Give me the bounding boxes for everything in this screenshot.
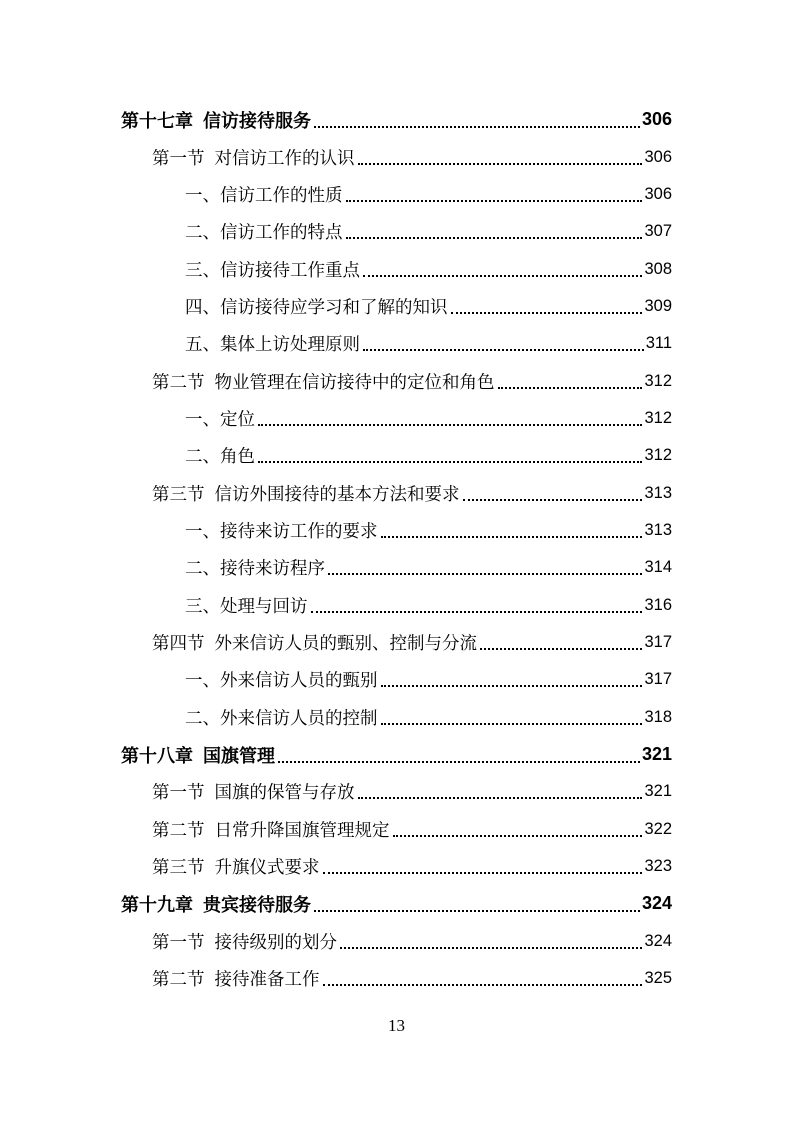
toc-entry-label — [121, 107, 314, 133]
toc-entry-page: 312 — [644, 408, 672, 427]
toc-entry-label — [185, 593, 311, 618]
toc-entry-title: 外来信访人员的甄别 — [220, 671, 378, 692]
toc-entry-page: 313 — [644, 520, 672, 539]
dot-leader — [258, 423, 642, 426]
dot-leader — [451, 311, 643, 314]
toc-entry[interactable] — [0, 250, 793, 287]
toc-entry-number: 第三节 — [152, 484, 205, 505]
toc-entry-label — [185, 294, 451, 319]
toc-entry-page: 313 — [644, 483, 672, 502]
toc-entry[interactable] — [0, 773, 793, 810]
toc-entry-title: 贵宾接待服务 — [203, 894, 311, 916]
dot-leader — [363, 274, 642, 277]
toc-entry[interactable] — [0, 512, 793, 549]
toc-entry-label — [152, 817, 393, 842]
dot-leader — [311, 610, 643, 613]
toc-entry-page: 306 — [644, 147, 672, 166]
toc-entry-page: 317 — [644, 632, 672, 651]
dot-leader — [381, 535, 643, 538]
toc-entry-page: 316 — [644, 595, 672, 614]
toc-entry-title: 信访接待工作重点 — [220, 260, 360, 281]
toc-entry-title: 国旗的保管与存放 — [214, 783, 355, 804]
toc-entry[interactable] — [0, 549, 793, 586]
toc-entry[interactable] — [0, 923, 793, 960]
toc-entry[interactable] — [0, 661, 793, 698]
toc-entry[interactable] — [0, 400, 793, 437]
toc-entry-label — [185, 518, 381, 543]
toc-entry-title: 信访工作的性质 — [220, 185, 343, 206]
toc-entry-title: 外来信访人员的甄别、控制与分流 — [214, 633, 477, 654]
toc-entry[interactable] — [0, 325, 793, 362]
toc-entry-label — [185, 555, 328, 580]
toc-entry[interactable] — [0, 437, 793, 474]
toc-entry-title: 信访接待应学习和了解的知识 — [220, 297, 448, 318]
toc-entry-number: 三、 — [185, 596, 220, 617]
table-of-contents — [0, 101, 793, 997]
toc-entry-title: 信访接待服务 — [203, 110, 311, 132]
toc-entry[interactable] — [0, 176, 793, 213]
toc-entry-page: 318 — [644, 707, 672, 726]
toc-entry-page: 306 — [641, 109, 672, 130]
toc-entry-number: 第二节 — [152, 820, 205, 841]
toc-entry-title: 集体上访处理原则 — [220, 335, 360, 356]
toc-entry-number: 第一节 — [152, 148, 205, 169]
toc-entry-title: 物业管理在信访接待中的定位和角色 — [214, 372, 495, 393]
toc-entry-number: 第三节 — [152, 858, 205, 879]
dot-leader — [346, 199, 643, 202]
toc-entry-title: 定位 — [220, 409, 255, 430]
toc-entry[interactable] — [0, 811, 793, 848]
toc-entry[interactable] — [0, 885, 793, 922]
toc-entry-page: 322 — [644, 819, 672, 838]
toc-entry-number: 第一节 — [152, 783, 205, 804]
dot-leader — [498, 386, 643, 389]
toc-entry-page: 321 — [644, 782, 672, 801]
toc-entry-number: 一、 — [185, 185, 220, 206]
toc-entry-number: 二、 — [185, 559, 220, 580]
toc-entry[interactable] — [0, 624, 793, 661]
toc-entry-title: 信访工作的特点 — [220, 223, 343, 244]
toc-entry[interactable] — [0, 586, 793, 623]
toc-entry-label — [121, 742, 278, 768]
toc-entry-label — [152, 630, 480, 655]
toc-entry-number: 第四节 — [152, 633, 205, 654]
toc-entry-title: 接待来访程序 — [220, 559, 325, 580]
toc-entry-title: 接待级别的划分 — [214, 932, 337, 953]
toc-entry-number: 第二节 — [152, 970, 205, 991]
toc-entry-label — [185, 331, 363, 356]
dot-leader — [393, 834, 643, 837]
toc-entry-page: 312 — [644, 371, 672, 390]
toc-entry-number: 第十八章 — [121, 745, 193, 767]
toc-entry-number: 第十九章 — [121, 894, 193, 916]
toc-entry-number: 三、 — [185, 260, 220, 281]
toc-entry-page: 307 — [644, 222, 672, 241]
toc-entry-page: 323 — [644, 857, 672, 876]
toc-entry-page: 325 — [644, 969, 672, 988]
toc-entry[interactable] — [0, 101, 793, 138]
dot-leader — [323, 871, 643, 874]
toc-entry-label — [152, 145, 358, 170]
toc-entry-page: 324 — [641, 893, 672, 914]
toc-entry-page: 312 — [644, 446, 672, 465]
toc-entry-label — [185, 667, 381, 692]
toc-entry-number: 第二节 — [152, 372, 205, 393]
toc-entry-number: 五、 — [185, 335, 220, 356]
toc-entry-label — [152, 481, 463, 506]
toc-entry-number: 第一节 — [152, 932, 205, 953]
toc-entry-page: 324 — [644, 931, 672, 950]
toc-entry-page: 308 — [644, 259, 672, 278]
toc-entry-number: 二、 — [185, 223, 220, 244]
dot-leader — [278, 760, 640, 763]
toc-entry-title: 角色 — [220, 447, 255, 468]
toc-entry-title: 外来信访人员的控制 — [220, 708, 378, 729]
toc-entry-title: 对信访工作的认识 — [214, 148, 355, 169]
toc-entry[interactable] — [0, 848, 793, 885]
dot-leader — [381, 722, 643, 725]
toc-entry-label — [185, 443, 258, 468]
toc-entry-number: 二、 — [185, 447, 220, 468]
dot-leader — [463, 498, 643, 501]
dot-leader — [328, 572, 642, 575]
toc-entry-page: 311 — [645, 334, 672, 353]
toc-entry-title: 处理与回访 — [220, 596, 308, 617]
toc-entry[interactable] — [0, 960, 793, 997]
toc-entry-number: 一、 — [185, 521, 220, 542]
toc-entry-page: 321 — [641, 744, 672, 765]
dot-leader — [346, 236, 643, 239]
toc-entry-number: 一、 — [185, 671, 220, 692]
toc-entry-label — [185, 705, 381, 730]
toc-entry[interactable] — [0, 474, 793, 511]
toc-entry-number: 一、 — [185, 409, 220, 430]
toc-entry[interactable] — [0, 138, 793, 175]
dot-leader — [363, 348, 644, 351]
toc-entry[interactable] — [0, 288, 793, 325]
toc-entry-label — [152, 929, 340, 954]
toc-entry-page: 314 — [644, 558, 672, 577]
dot-leader — [323, 983, 643, 986]
toc-entry-label — [185, 219, 346, 244]
dot-leader — [381, 684, 643, 687]
toc-entry[interactable] — [0, 699, 793, 736]
page-number: 13 — [388, 1016, 405, 1035]
dot-leader — [314, 909, 640, 912]
toc-entry-number: 第十七章 — [121, 110, 193, 132]
dot-leader — [340, 946, 642, 949]
toc-entry-label — [185, 406, 258, 431]
toc-entry[interactable] — [0, 736, 793, 773]
toc-entry-label — [152, 779, 358, 804]
toc-entry-label — [121, 891, 314, 917]
toc-entry-page: 317 — [644, 670, 672, 689]
toc-entry-title: 接待准备工作 — [214, 970, 320, 991]
toc-entry-number: 二、 — [185, 708, 220, 729]
toc-entry-label — [185, 182, 346, 207]
toc-entry-label — [152, 966, 323, 991]
toc-entry-number: 四、 — [185, 297, 220, 318]
dot-leader — [480, 647, 642, 650]
toc-entry-label — [152, 854, 323, 879]
toc-entry[interactable] — [0, 213, 793, 250]
toc-entry-label — [152, 369, 498, 394]
dot-leader — [358, 162, 643, 165]
dot-leader — [258, 460, 642, 463]
toc-entry-label — [185, 257, 363, 282]
toc-entry-title: 日常升降国旗管理规定 — [214, 820, 390, 841]
toc-entry-title: 国旗管理 — [203, 745, 275, 767]
toc-entry-page: 306 — [644, 184, 672, 203]
toc-entry[interactable] — [0, 362, 793, 399]
toc-entry-title: 接待来访工作的要求 — [220, 521, 378, 542]
toc-entry-title: 升旗仪式要求 — [214, 858, 320, 879]
dot-leader — [358, 796, 643, 799]
dot-leader — [314, 125, 640, 128]
toc-entry-title: 信访外围接待的基本方法和要求 — [214, 484, 460, 505]
toc-entry-page: 309 — [644, 296, 672, 315]
